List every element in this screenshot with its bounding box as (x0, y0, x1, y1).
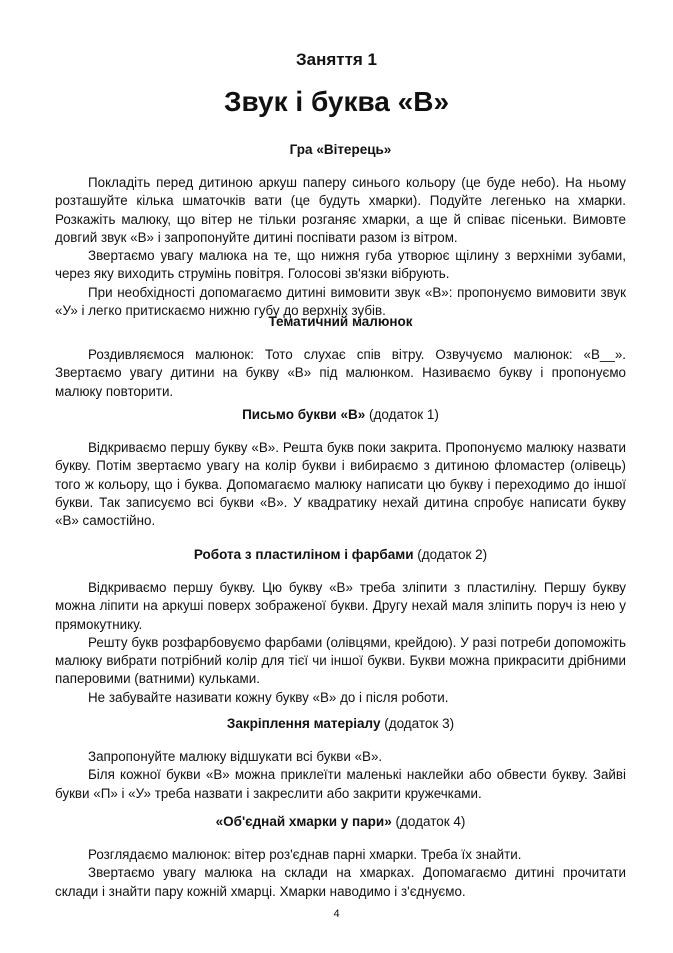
page-number: 4 (333, 908, 340, 920)
paragraph: Біля кожної букви «В» можна приклеїти маленькі наклейки або обвести букву. Зайві букви «П» і «У» треба назвати і закреслити або закрити кружечками. (55, 767, 626, 801)
section-viterets (55, 141, 626, 320)
heading-title: Гра «Вітерець» (289, 142, 392, 157)
paragraph: Запропонуйте малюку відшукати всі букви «В». (88, 749, 383, 764)
section-heading (55, 546, 626, 563)
heading-title: Робота з пластиліном і фарбами (193, 547, 414, 562)
heading-note: (додаток 1) (369, 407, 439, 422)
paragraph: Не забувайте називати кожну букву «В» до і після роботи. (88, 689, 449, 705)
section-heading (55, 715, 626, 732)
heading-note: (додаток 4) (395, 814, 466, 829)
heading-title: «Об'єднай хмарки у пари» (215, 814, 392, 829)
heading-title: Тематичний малюнок (268, 314, 413, 329)
section-thematic-picture (55, 313, 626, 401)
paragraph: Роздивляємося малюнок: Тото слухає спів вітру. Озвучуємо малюнок: «В__». Звертаємо увагу дитини на букву «В» під малюнком. Називаємо букву і пропонуємо малюку повторити. (55, 347, 626, 399)
heading-note: (додаток 2) (417, 547, 488, 562)
paragraph: Відкриваємо першу букву «В». Решта букв поки закрита. Пропонуємо малюку назвати букву. Потім звертаємо увагу на колір букви і вибираємо з дитиною фломастер (олівець) того ж кольору, що і буква. Допомагаємо малюку написати цю букву і переходимо до іншої букви. Так записуємо всі букви «В». У квадратику нехай дитина спробує написати букву «В» самостійно. (55, 440, 626, 529)
paragraph: Розглядаємо малюнок: вітер роз'єднав парні хмарки. Треба їх знайти. (88, 847, 522, 862)
paragraph: Звертаємо увагу малюка на те, що нижня губа утворює щілину з верхніми зубами, через яку виходить струмінь повітря. Голосові зв'язки вібрують. (55, 248, 626, 282)
section-join-clouds (55, 813, 626, 901)
heading-title: Закріплення матеріалу (226, 716, 381, 731)
section-plasticine (55, 546, 626, 707)
section-heading (55, 406, 626, 423)
paragraph: Решту букв розфарбовуємо фарбами (олівцями, крейдою). У разі потреби допоможіть малюку вибрати потрібний колір для тієї чи іншої букви. Букви можна прикрасити дрібними паперовими (ватними) кульками. (55, 634, 626, 687)
section-heading (55, 141, 626, 158)
paragraph: Звертаємо увагу малюка на склади на хмарках. Допомагаємо дитині прочитати склади і знайти пару кожній хмарці. Хмарки наводимо і з'єднуємо. (55, 865, 626, 899)
lesson-label: Заняття 1 (295, 50, 378, 69)
section-consolidation (55, 715, 626, 803)
section-heading (55, 313, 626, 330)
heading-note: (додаток 3) (384, 716, 455, 731)
heading-title: Письмо букви «В» (242, 407, 366, 422)
section-letter-writing (55, 406, 626, 530)
paragraph: Відкриваємо першу букву. Цю букву «В» треба зліпити з пластиліну. Першу букву можна ліпити на аркуші поверх зображеної букви. Другу нехай маля зліпить поруч із нею у прямокутнику. (55, 580, 626, 632)
paragraph: Покладіть перед дитиною аркуш паперу синього кольору (це буде небо). На ньому розташуйте кілька шматочків вати (це будуть хмарки). Подуйте легенько на хмарки. Розкажіть малюку, що вітер не тільки розганяє хмарки, а ще й співає пісеньки. Вимовте довгий звук «В» і запропонуйте дитині поспівати разом із вітром. (55, 175, 626, 245)
page-title: Звук і буква «В» (223, 86, 450, 117)
section-heading (55, 813, 626, 830)
paragraph: При необхідності допомагаємо дитині вимовити звук «В»: пропонуємо вимовити звук «У» і легко притискаємо нижню губу до верхніх зубів. (55, 284, 626, 319)
